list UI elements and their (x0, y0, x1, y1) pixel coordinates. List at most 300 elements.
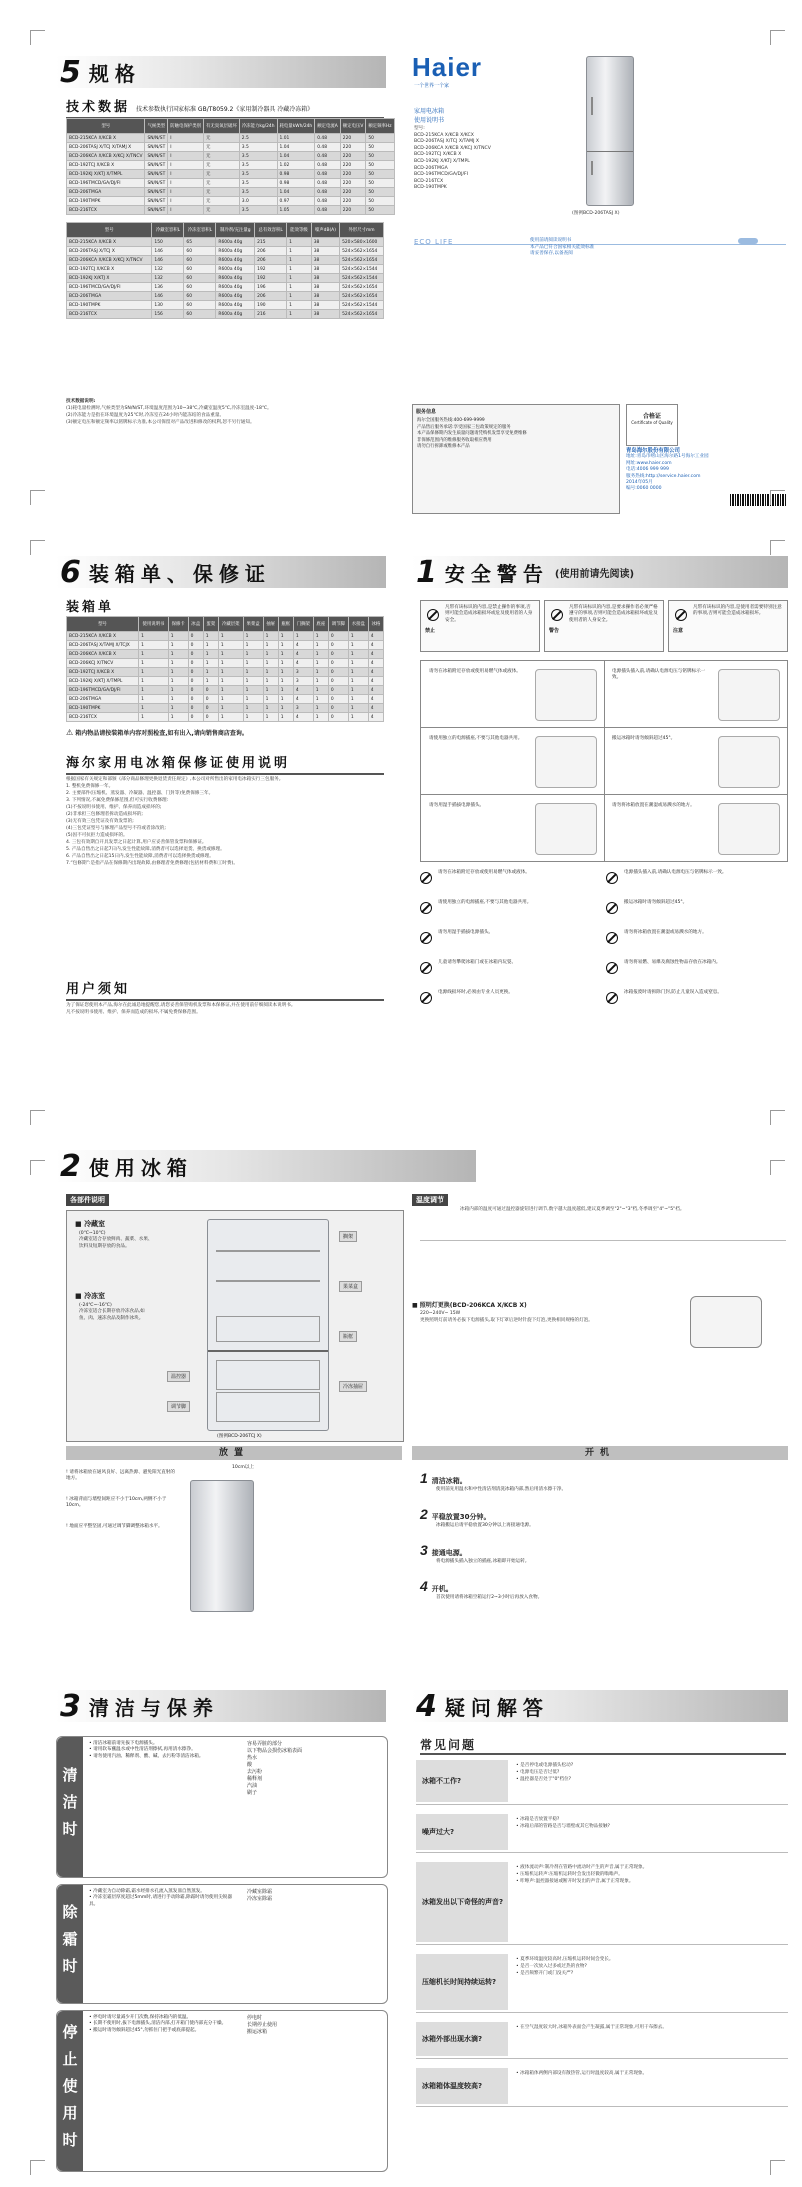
table-cell: BCD-192KJ X/KTJ X/TMPL (67, 170, 145, 179)
light-heading: ■ 照明灯更换(BCD-206KCA X/KCB X) (412, 1302, 527, 1309)
table-header-cell: 额定频率Hz (366, 119, 394, 134)
faq-answer (512, 2066, 788, 2081)
table-header-cell: 使用说明书 (139, 617, 169, 632)
safety-cell-text: 电源插头插入前,请确认电源电压与铭牌标示一致。 (612, 669, 706, 681)
table-cell: 220 (340, 161, 366, 170)
table-cell: 1 (203, 641, 218, 650)
table-cell: 220 (340, 197, 366, 206)
table-cell: 1 (278, 632, 293, 641)
table-cell: 520×580×1600 (340, 238, 384, 247)
table-cell: R600a 40g (216, 247, 255, 256)
table-cell: 4 (368, 686, 383, 695)
table-cell: 无 (204, 197, 240, 206)
table-cell: 4 (293, 713, 313, 722)
table-row (67, 170, 395, 179)
table-cell: 220 (340, 134, 366, 143)
table-cell: 0 (203, 695, 218, 704)
crop-mark (30, 1110, 45, 1125)
table-cell: 0 (188, 686, 203, 695)
faq-answer-line: • 压缩机运转声:压缩机运转时会发出轻微的嗡嗡声。 (516, 1872, 623, 1877)
crop-mark (770, 1110, 785, 1125)
table-cell: 220 (340, 179, 366, 188)
table-cell: BCD-192KJ X/KTJ X/TMPL (67, 677, 139, 686)
model-name: BCD-190TMPK (414, 185, 447, 191)
part-callout: 调节脚 (167, 1401, 190, 1412)
table-cell: 220 (340, 143, 366, 152)
table-cell: 0 (328, 641, 348, 650)
safety-cell-text: 请勿将冰箱放置在潮湿或易溅水的地方。 (612, 803, 695, 808)
table-cell: 38 (311, 301, 339, 310)
fridge-desc: (0℃~10℃) 冷藏室适合存放鲜肉、蔬菜、水果、饮料及短期存放的食品。 (79, 1231, 153, 1249)
part-callout: 果菜盒 (339, 1281, 362, 1292)
safety-list-text: 请勿用湿手插拔电源插头。 (438, 930, 494, 935)
section-title: 使用冰箱 (88, 1155, 193, 1180)
section-number: 5 (60, 54, 81, 90)
table-cell: 1 (278, 668, 293, 677)
table-header-cell: 型号 (67, 617, 139, 632)
crop-mark (770, 30, 785, 45)
parts-image-caption: (图例BCD-206TCJ X) (217, 1434, 262, 1439)
table-header-cell: 额定电流A (315, 119, 341, 134)
table-cell: 1 (348, 641, 368, 650)
table-header-cell: 制冷剂/充注量g (216, 223, 255, 238)
care-side-label: 清洁时 (57, 1737, 83, 1877)
table-cell: 220 (340, 170, 366, 179)
table-cell: 3.5 (239, 206, 277, 215)
table-cell: 524×562×1654 (340, 256, 384, 265)
table-cell: 1 (218, 632, 243, 641)
prohibit-icon (606, 962, 618, 974)
table-cell: 65 (184, 238, 216, 247)
table-cell: 196 (255, 283, 287, 292)
table-cell: 1 (168, 704, 188, 713)
table-cell: 0 (188, 695, 203, 704)
prohibit-icon (420, 992, 432, 1004)
table-cell: 1 (243, 668, 263, 677)
table-cell: 0.48 (315, 179, 341, 188)
table-cell: 524×562×1544 (340, 265, 384, 274)
prohibit-icon (420, 872, 432, 884)
table-row (67, 686, 384, 695)
fridge-open-diagram (207, 1219, 329, 1431)
table-cell: 60 (184, 301, 216, 310)
service-line: 请勿自行拆卸或维修本产品 (417, 444, 470, 450)
table-header-row (67, 617, 384, 632)
table-cell: 1 (139, 713, 169, 722)
table-cell: 192 (255, 265, 287, 274)
table-cell: BCD-206KCA X/KCB X (67, 650, 139, 659)
table-cell: 38 (311, 256, 339, 265)
crop-mark (770, 1160, 785, 1175)
table-cell: 38 (311, 238, 339, 247)
table-cell: 1 (139, 650, 169, 659)
freezer-compartment-label: ■ 冷冻室 (75, 1292, 106, 1300)
table-cell: 0 (328, 695, 348, 704)
model-name: BCD-192KJ X/KTJ X/TMPL (414, 158, 470, 164)
table-header-cell: 噪声dB(A) (311, 223, 339, 238)
step-number: 2 (420, 1506, 428, 1522)
lightbulb-icon (690, 1296, 762, 1348)
table-row (67, 247, 384, 256)
table-cell: 1 (278, 713, 293, 722)
table-cell: 1 (168, 677, 188, 686)
table-cell: 1 (287, 274, 312, 283)
faq-answer-line: • 温控器是否处于"0"档位? (516, 1777, 572, 1782)
table-cell: 1 (168, 641, 188, 650)
tech-data-heading: 技术数据 技术参数执行国家标准 GB/T8059.2《家用制冷器具 冷藏冷冻箱》 (66, 96, 384, 119)
table-row (67, 301, 384, 310)
table-cell: 3 (293, 704, 313, 713)
table-cell: 1 (287, 247, 312, 256)
table-cell: 1 (139, 641, 169, 650)
table-cell: 1 (218, 695, 243, 704)
section-title: 装箱单、保修证 (88, 561, 271, 586)
table-cell: BCD-192TCJ X/KCB X (67, 161, 145, 170)
table-cell: I (168, 143, 204, 152)
table-cell: R600a 40g (216, 292, 255, 301)
table-cell: SN/N/ST (145, 188, 168, 197)
table-cell: BCD-215KCA X/KCB X (67, 632, 139, 641)
table-cell: 1 (168, 668, 188, 677)
cover-notes: 使用前请阅读说明书 本产品已符合国家相关能效标准 请妥善保存,以备查阅 (530, 238, 595, 256)
safety-illustration-grid (420, 660, 788, 862)
table-cell: 38 (311, 265, 339, 274)
step-number: 3 (420, 1542, 428, 1558)
table-cell: 192 (255, 274, 287, 283)
table-cell: 1 (263, 632, 278, 641)
safety-list-text: 请勿将易燃、易爆及腐蚀性物品存放在冰箱内。 (624, 960, 721, 965)
table-cell: 1 (218, 713, 243, 722)
table-cell: 1 (313, 713, 328, 722)
care-side-label: 除霜时 (57, 1885, 83, 2003)
table-cell: SN/N/ST (145, 179, 168, 188)
crop-mark (30, 30, 45, 45)
table-cell: 1 (168, 686, 188, 695)
care-block (56, 2010, 388, 2172)
warning-label: 禁止 (425, 628, 436, 634)
table-cell: 3.5 (239, 170, 277, 179)
table-cell: 1 (278, 704, 293, 713)
eco-life: ECO LIFE (414, 238, 454, 246)
warranty-line: 4. 三包有效期自开具发票之日起计算,用户应妥善保管发票和保修证。 (66, 840, 207, 845)
table-cell: BCD-192TCJ X/KCB X (67, 265, 152, 274)
table-cell: 3.5 (239, 179, 277, 188)
care-item: • 冷藏室为自动除霜,霜水经排水孔流入蒸发皿自然蒸发。 (89, 1889, 205, 1894)
table-cell: 0 (203, 686, 218, 695)
table-cell: 524×562×1544 (340, 274, 384, 283)
table-cell: 1 (348, 686, 368, 695)
table-cell: 3.5 (239, 188, 277, 197)
warning-text: 凡带有该标识的内容,是使用者需要特别注意的事项,否则可能会造成冰箱损坏。 (693, 605, 782, 617)
table-header-cell: 额定电压V (340, 119, 366, 134)
table-cell: 4 (368, 695, 383, 704)
temp-heading: 温度调节 (412, 1194, 448, 1206)
table-cell: BCD-190TMPK (67, 704, 139, 713)
table-cell: 50 (366, 170, 394, 179)
safety-cell-text: 请勿在冰箱附近存放或使用易燃气体或液体。 (429, 669, 521, 674)
table-header-cell: 门搁架 (293, 617, 313, 632)
table-cell: 130 (152, 301, 184, 310)
table-cell: 1 (243, 695, 263, 704)
prohibit-icon (675, 609, 687, 621)
prohibit-icon (606, 902, 618, 914)
crop-mark (30, 1160, 45, 1175)
cover-title-1: 家用电冰箱 (414, 108, 445, 115)
table-cell: 1 (218, 641, 243, 650)
crop-mark (770, 2160, 785, 2175)
warranty-line: (1)不按说明书使用、维护、保养而造成损坏的; (66, 805, 162, 810)
place-item: ! 冰箱背面与墙壁间距应不小于10cm,两侧不小于10cm。 (66, 1496, 167, 1509)
table-cell: 1 (139, 677, 169, 686)
table-cell: 206 (255, 256, 287, 265)
care-extra-item: 热水 (247, 1755, 258, 1761)
warning-label: 注意 (673, 628, 684, 634)
table-cell: 4 (293, 659, 313, 668)
warranty-line: (2)非承担三包修理者拆动造成损坏的; (66, 812, 143, 817)
care-extra-item: 容易弄脏的部分 (247, 1741, 283, 1747)
table-row (67, 206, 395, 215)
table-cell: 1.02 (277, 161, 315, 170)
section-subtitle: (使用前请先阅读) (554, 568, 635, 580)
part-callout: 冷冻抽屉 (339, 1381, 367, 1392)
table-header-cell: 底座 (313, 617, 328, 632)
table-cell: 38 (311, 274, 339, 283)
packing-note: ⚠ 箱内物品请按装箱单内容对照检查,如有出入,请向销售商店查询。 (66, 728, 248, 737)
safety-cell-text: 搬运冰箱时请勿倾斜超过45°。 (612, 736, 676, 741)
table-cell: 4 (368, 704, 383, 713)
faq-answer-line: • 是否频繁开门或门没关严? (516, 1971, 574, 1976)
section-1-title (412, 556, 788, 588)
table-cell: 146 (152, 256, 184, 265)
warning-legend-item (668, 600, 788, 652)
service-line: 非保修范围内的维修服务收取相应费用 (417, 437, 492, 443)
table-cell: 1 (348, 713, 368, 722)
table-cell: 1 (263, 650, 278, 659)
model-name: BCD-196TMCD/GA/DJ/FI (414, 172, 468, 178)
table-cell: 4 (368, 650, 383, 659)
parts-panel (66, 1210, 404, 1442)
table-cell: 216 (255, 310, 287, 319)
model-name: BCD-206KCA X/KCB X/KCJ X/TNCV (414, 145, 491, 151)
table-cell: 0.48 (315, 134, 341, 143)
table-cell: I (168, 179, 204, 188)
table-cell: 2.5 (239, 134, 277, 143)
table-cell: 1 (278, 641, 293, 650)
warranty-line: (3)无有效三包凭证及有效发票的; (66, 819, 134, 824)
table-header-cell: 冷冻能力kg/24h (239, 119, 277, 134)
safety-illustration (535, 669, 597, 721)
crop-mark (30, 2160, 45, 2175)
table-cell: R600a 40g (216, 265, 255, 274)
safety-illustration (535, 736, 597, 788)
table-cell: I (168, 134, 204, 143)
warranty-line: 1. 整机免费保修一年。 (66, 784, 114, 789)
table-cell: 1 (218, 686, 243, 695)
faq-answer-line: • 冰箱箱体两侧内部设有散热管,运行时温度较高,属于正常现象。 (516, 2071, 648, 2076)
table-cell: 1 (218, 668, 243, 677)
fridge-image (586, 56, 634, 206)
table-cell: 无 (204, 161, 240, 170)
table-cell: 1 (263, 641, 278, 650)
faq-question: 冰箱发出以下奇怪的声音? (416, 1862, 508, 1942)
table-cell: 1 (243, 632, 263, 641)
table-cell: 1.04 (277, 143, 315, 152)
table-cell: 60 (184, 310, 216, 319)
safety-list-text: 请勿在冰箱附近存放或使用易燃气体或液体。 (438, 870, 530, 875)
care-extra-item: 稀释剂 (247, 1776, 263, 1782)
place-item: ! 请将冰箱放在通风良好、远离热源、避免阳光直射的地方。 (66, 1470, 175, 1482)
table-cell: 60 (184, 283, 216, 292)
table-cell: BCD-192KJ X/KTJ X (67, 274, 152, 283)
table-cell: 38 (311, 283, 339, 292)
care-block (56, 1736, 388, 1878)
table-header-cell: 气候类型 (145, 119, 168, 134)
table-cell: 1 (278, 659, 293, 668)
table-header-cell: 调节脚 (328, 617, 348, 632)
table-cell: 0 (328, 668, 348, 677)
haier-logo: Haier (412, 52, 483, 82)
table-cell: 132 (152, 274, 184, 283)
table-cell: BCD-216TCX (67, 713, 139, 722)
table-header-cell: 冰格 (368, 617, 383, 632)
parts-heading: 各部件说明 (66, 1194, 109, 1206)
fridge-compartment-label: ■ 冷藏室 (75, 1220, 106, 1228)
step-label: 平稳放置30分钟。 (431, 1513, 491, 1521)
service-line: 海尔全国服务热线:400-699-9999 (417, 418, 485, 423)
table-cell: 220 (340, 206, 366, 215)
start-step-desc: 使用前先用温水和中性清洁剂清洗冰箱内部,然后用清水擦干净。 (436, 1487, 567, 1492)
cover-image-caption: (图例BCD-206TASJ X) (572, 211, 620, 216)
care-extra-item: 以下物品会损伤冰箱表面 (247, 1748, 303, 1754)
start-step-desc: 将电源插头插入独立的插座,冰箱即开始运转。 (436, 1559, 530, 1564)
table-header-cell: 耗电量kWh/24h (277, 119, 315, 134)
section-number: 3 (60, 1688, 81, 1724)
service-line: 本产品保修期内发生质量问题请凭购机发票享受免费维修 (417, 431, 527, 437)
warranty-text (66, 776, 384, 867)
table-cell: 4 (293, 686, 313, 695)
table-cell: 0.48 (315, 170, 341, 179)
table-cell: BCD-206TASJ X/TCJ X (67, 247, 152, 256)
care-block (56, 1884, 388, 2004)
warranty-line: 6. 产品自售出之日起15日内,发生性能故障,消费者可以选择换货或修理。 (66, 854, 214, 859)
table-cell: 60 (184, 247, 216, 256)
table-cell: 1 (243, 704, 263, 713)
table-cell: 1 (168, 650, 188, 659)
table-header-row (67, 119, 395, 134)
start-step-desc: 冰箱搬运后请平稳放置30分钟以上再接通电源。 (436, 1523, 534, 1528)
step-label: 开机。 (431, 1585, 453, 1593)
table-row (67, 161, 395, 170)
start-step (420, 1470, 786, 1492)
part-callout: 搁架 (339, 1231, 357, 1242)
table-cell: 4 (368, 677, 383, 686)
section-title: 安全警告 (444, 561, 549, 586)
table-cell: 1 (203, 668, 218, 677)
table-cell: 50 (366, 188, 394, 197)
table-row (67, 659, 384, 668)
table-cell: 4 (368, 659, 383, 668)
safety-cell-text: 请使用独立的电源插座,不要与其他电器共用。 (429, 736, 523, 741)
table-cell: 3.5 (239, 152, 277, 161)
prohibit-icon (427, 609, 439, 621)
step-label: 接通电源。 (431, 1549, 467, 1557)
section-title: 规格 (88, 61, 141, 86)
table-row (67, 179, 395, 188)
section-number: 2 (60, 1148, 81, 1184)
table-header-cell: 型号 (67, 223, 152, 238)
safety-list-text: 搬运冰箱时请勿倾斜超过45°。 (624, 900, 688, 905)
faq-list (416, 1758, 788, 2178)
table-cell: BCD-206KCJ X/TNCV (67, 659, 139, 668)
table-cell: 1.04 (277, 188, 315, 197)
faq-answer-line: • 电源电压是否过低? (516, 1770, 560, 1775)
table-cell: 524×562×1654 (340, 292, 384, 301)
table-cell: SN/N/ST (145, 143, 168, 152)
section-6-title (56, 556, 386, 588)
table-header-cell: 冰盒 (188, 617, 203, 632)
table-row (67, 152, 395, 161)
warning-triangle-icon: ⚠ (66, 728, 74, 737)
table-cell: SN/N/ST (145, 134, 168, 143)
table-cell: 0.48 (315, 143, 341, 152)
faq-row (416, 1952, 788, 2013)
table-cell: 0 (328, 713, 348, 722)
care-item: • 清洁冰箱前请先拔下电源插头。 (89, 1741, 158, 1746)
table-cell: 0 (188, 641, 203, 650)
section-title: 疑问解答 (444, 1695, 549, 1720)
table-cell: I (168, 152, 204, 161)
table-cell: 524×562×1654 (340, 247, 384, 256)
table-cell: 1 (243, 686, 263, 695)
table-cell: 1 (293, 632, 313, 641)
table-header-cell: 冷冻室容积L (184, 223, 216, 238)
start-heading: 开机 (412, 1446, 788, 1460)
faq-answer (512, 1860, 788, 1889)
cover-tab (738, 238, 758, 244)
table-cell: 1 (313, 632, 328, 641)
table-row (67, 292, 384, 301)
table-cell: 0.48 (315, 206, 341, 215)
section-number: 1 (416, 554, 437, 590)
section-3-title (56, 1690, 386, 1722)
table-row (67, 188, 395, 197)
step-number: 4 (420, 1578, 428, 1594)
table-cell: 50 (366, 197, 394, 206)
faq-answer-line: • 夏季环境温度较高时,压缩机运转时间会变长。 (516, 1957, 614, 1962)
table-cell: 0.48 (315, 188, 341, 197)
step-label: 清洁冰箱。 (431, 1477, 467, 1485)
faq-answer-line: • 液体流动声:制冷剂在管路中流动时产生的声音,属于正常现象。 (516, 1865, 648, 1870)
table-cell: BCD-196TMCD/GA/DJ/FI (67, 283, 152, 292)
table-cell: R600a 40g (216, 301, 255, 310)
table-cell: 206 (255, 247, 287, 256)
table-cell: I (168, 188, 204, 197)
table-cell: 215 (255, 238, 287, 247)
table-cell: 1 (139, 704, 169, 713)
care-extra-item: 刷子 (247, 1790, 258, 1796)
safety-cell-text: 请勿用湿手插拔电源插头。 (429, 803, 485, 808)
care-extra-item: 搬运冰箱 (247, 2029, 268, 2035)
table-cell: 1 (263, 668, 278, 677)
care-extra-item: 冷藏室除霜 (247, 1889, 273, 1895)
table-cell: BCD-206KCA X/KCB X/KCJ X/TNCV (67, 256, 152, 265)
table-cell: 0.48 (315, 197, 341, 206)
model-name: BCD-206TASJ X/TCJ X/TAMJ X (414, 139, 480, 145)
care-extra-item: 长期停止使用 (247, 2022, 278, 2028)
care-body (89, 2015, 239, 2034)
prohibit-icon (420, 932, 432, 944)
table-cell: 1 (218, 659, 243, 668)
